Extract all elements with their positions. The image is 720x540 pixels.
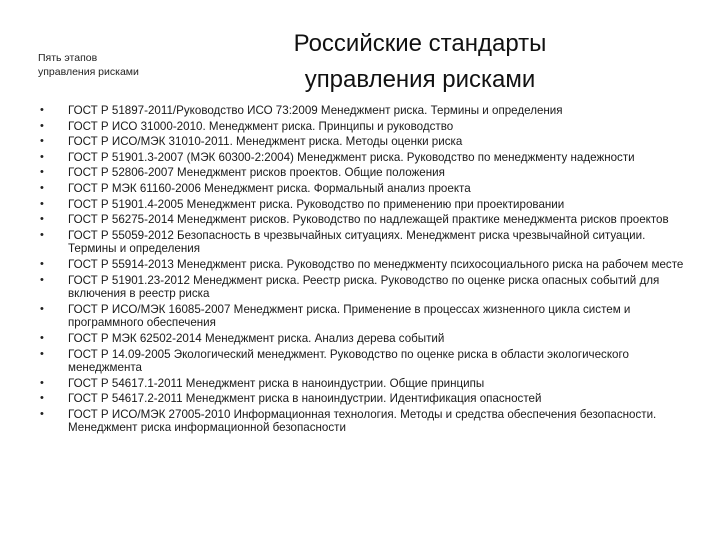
caption-line-2: управления рисками bbox=[38, 66, 139, 78]
bullet-icon: • bbox=[40, 181, 44, 194]
list-item bbox=[36, 274, 696, 301]
title-line-2: управления рисками bbox=[304, 66, 536, 93]
bullet-icon: • bbox=[40, 197, 44, 210]
list-item bbox=[36, 135, 696, 149]
slide-title bbox=[250, 26, 590, 98]
standard-text: ГОСТ Р 54617.2-2011 Менеджмент риска в наноиндустрии. Идентификация опасностей bbox=[68, 392, 542, 406]
list-item bbox=[36, 408, 696, 435]
standard-text: ГОСТ Р ИСО/МЭК 27005-2010 Информационная технология. Методы и средства обеспечения безопасности. Менеджмент риска информационной безопасности bbox=[68, 407, 657, 435]
standard-text: ГОСТ Р 51901.3-2007 (МЭК 60300-2:2004) Менеджмент риска. Руководство по менеджменту надежности bbox=[68, 150, 635, 164]
bullet-icon: • bbox=[40, 392, 44, 405]
list-item bbox=[36, 377, 696, 391]
list-item bbox=[36, 348, 696, 375]
list-item bbox=[36, 303, 696, 330]
list-item bbox=[36, 258, 696, 272]
title-line-1: Российские стандарты bbox=[293, 30, 547, 57]
bullet-icon: • bbox=[40, 166, 44, 179]
standard-text: ГОСТ Р 51901.23-2012 Менеджмент риска. Реестр риска. Руководство по оценке риска опасных событий для включения в реестр риска bbox=[68, 273, 660, 301]
standard-text: ГОСТ Р 52806-2007 Менеджмент рисков проектов. Общие положения bbox=[68, 166, 445, 180]
caption-line-1: Пять этапов bbox=[38, 52, 98, 64]
standard-text: ГОСТ Р МЭК 62502-2014 Менеджмент риска. Анализ дерева событий bbox=[68, 331, 445, 345]
bullet-icon: • bbox=[40, 257, 44, 270]
bullet-icon: • bbox=[40, 104, 44, 116]
bullet-icon: • bbox=[40, 228, 44, 241]
bullet-icon: • bbox=[40, 347, 44, 360]
list-item bbox=[36, 166, 696, 180]
standard-text: ГОСТ Р 51897-2011/Руководство ИСО 73:2009 Менеджмент риска. Термины и определения bbox=[68, 104, 563, 117]
standard-text: ГОСТ Р МЭК 61160-2006 Менеджмент риска. Формальный анализ проекта bbox=[68, 181, 471, 195]
standard-text: ГОСТ Р 56275-2014 Менеджмент рисков. Руководство по надлежащей практике менеджмента рисков проектов bbox=[68, 213, 669, 227]
standard-text: ГОСТ Р 51901.4-2005 Менеджмент риска. Руководство по применению при проектировании bbox=[68, 197, 565, 211]
bullet-icon: • bbox=[40, 376, 44, 389]
standard-text: ГОСТ Р 14.09-2005 Экологический менеджмент. Руководство по оценке риска в области экологического менеджмента bbox=[68, 347, 629, 375]
bullet-icon: • bbox=[40, 407, 44, 420]
standard-text: ГОСТ Р ИСО/МЭК 31010-2011. Менеджмент риска. Методы оценки риска bbox=[68, 135, 463, 149]
bullet-icon: • bbox=[40, 135, 44, 148]
bullet-icon: • bbox=[40, 331, 44, 344]
list-item bbox=[36, 120, 696, 134]
bullet-icon: • bbox=[40, 119, 44, 132]
list-item bbox=[36, 104, 696, 118]
standard-text: ГОСТ Р 54617.1-2011 Менеджмент риска в наноиндустрии. Общие принципы bbox=[68, 376, 485, 390]
bullet-icon: • bbox=[40, 302, 44, 315]
standard-text: ГОСТ Р 55914-2013 Менеджмент риска. Руководство по менеджменту психосоциального риска на рабочем месте bbox=[68, 257, 684, 271]
list-item bbox=[36, 332, 696, 346]
slide-caption bbox=[38, 51, 208, 79]
bullet-icon: • bbox=[40, 150, 44, 163]
standard-text: ГОСТ Р ИСО/МЭК 16085-2007 Менеджмент риска. Применение в процессах жизненного цикла систем и программного обеспечения bbox=[68, 302, 631, 330]
bullet-icon: • bbox=[40, 273, 44, 286]
list-item bbox=[36, 213, 696, 227]
list-item bbox=[36, 392, 696, 406]
list-item bbox=[36, 151, 696, 165]
standards-list bbox=[36, 104, 696, 437]
standard-text: ГОСТ Р 55059-2012 Безопасность в чрезвычайных ситуациях. Менеджмент риска чрезвычайной ситуации. Термины и определения bbox=[68, 228, 646, 256]
bullet-icon: • bbox=[40, 213, 44, 226]
list-item bbox=[36, 229, 696, 256]
list-item bbox=[36, 198, 696, 212]
standard-text: ГОСТ Р ИСО 31000-2010. Менеджмент риска. Принципы и руководство bbox=[68, 119, 454, 133]
list-item bbox=[36, 182, 696, 196]
